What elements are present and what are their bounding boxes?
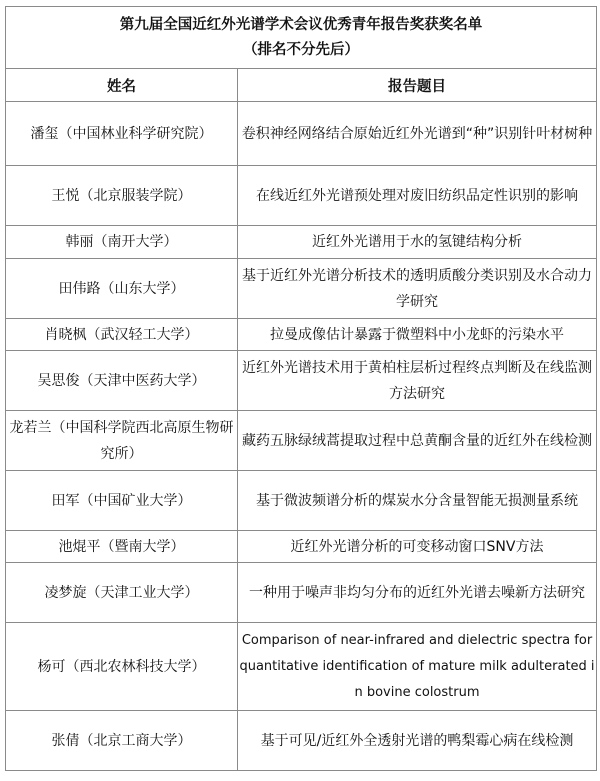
report-topic: 近红外光谱技术用于黄柏柱层析过程终点判断及在线监测方法研究	[238, 351, 597, 411]
table-row	[6, 411, 597, 471]
column-header-topic: 报告题目	[238, 69, 597, 102]
title-line-1: 第九届全国近红外光谱学术会议优秀青年报告奖获奖名单	[119, 16, 483, 33]
table-row	[6, 563, 597, 623]
awardee-name: 龙若兰（中国科学院西北高原生物研究所）	[6, 411, 238, 471]
report-topic: 基于微波频谱分析的煤炭水分含量智能无损测量系统	[238, 471, 597, 531]
awardee-name: 潘玺（中国林业科学研究院）	[6, 102, 238, 166]
table-row	[6, 471, 597, 531]
table-row	[6, 531, 597, 563]
table-title	[6, 7, 597, 69]
report-topic: 基于近红外光谱分析技术的透明质酸分类识别及水合动力学研究	[238, 259, 597, 319]
column-header-name: 姓名	[6, 69, 238, 102]
award-table	[5, 6, 597, 771]
table-row	[6, 259, 597, 319]
awardee-name: 韩丽（南开大学）	[6, 226, 238, 259]
report-topic: Comparison of near-infrared and dielectric spectra for quantitative identification of mature milk adulterated in bovine colostrum	[238, 623, 597, 711]
table-row	[6, 319, 597, 351]
report-topic: 一种用于噪声非均匀分布的近红外光谱去噪新方法研究	[238, 563, 597, 623]
report-topic: 在线近红外光谱预处理对废旧纺织品定性识别的影响	[238, 166, 597, 226]
awardee-name: 田伟路（山东大学）	[6, 259, 238, 319]
awardee-name: 王悦（北京服装学院）	[6, 166, 238, 226]
awardee-name: 肖晓枫（武汉轻工大学）	[6, 319, 238, 351]
report-topic: 基于可见/近红外全透射光谱的鸭梨霉心病在线检测	[238, 711, 597, 771]
table-row	[6, 226, 597, 259]
table-row	[6, 166, 597, 226]
awardee-name: 吴思俊（天津中医药大学）	[6, 351, 238, 411]
table-row	[6, 711, 597, 771]
title-row	[6, 7, 597, 69]
header-row	[6, 69, 597, 102]
title-line-2: （排名不分先后）	[243, 41, 359, 58]
report-topic: 卷积神经网络结合原始近红外光谱到“种”识别针叶材树种	[238, 102, 597, 166]
table-row	[6, 623, 597, 711]
awardee-name: 张倩（北京工商大学）	[6, 711, 238, 771]
report-topic: 藏药五脉绿绒蒿提取过程中总黄酮含量的近红外在线检测	[238, 411, 597, 471]
report-topic: 近红外光谱用于水的氢键结构分析	[238, 226, 597, 259]
awardee-name: 池焜平（暨南大学）	[6, 531, 238, 563]
awardee-name: 杨可（西北农林科技大学）	[6, 623, 238, 711]
report-topic: 拉曼成像估计暴露于微塑料中小龙虾的污染水平	[238, 319, 597, 351]
table-row	[6, 102, 597, 166]
awardee-name: 田军（中国矿业大学）	[6, 471, 238, 531]
awardee-name: 凌梦旋（天津工业大学）	[6, 563, 238, 623]
report-topic: 近红外光谱分析的可变移动窗口SNV方法	[238, 531, 597, 563]
table-row	[6, 351, 597, 411]
